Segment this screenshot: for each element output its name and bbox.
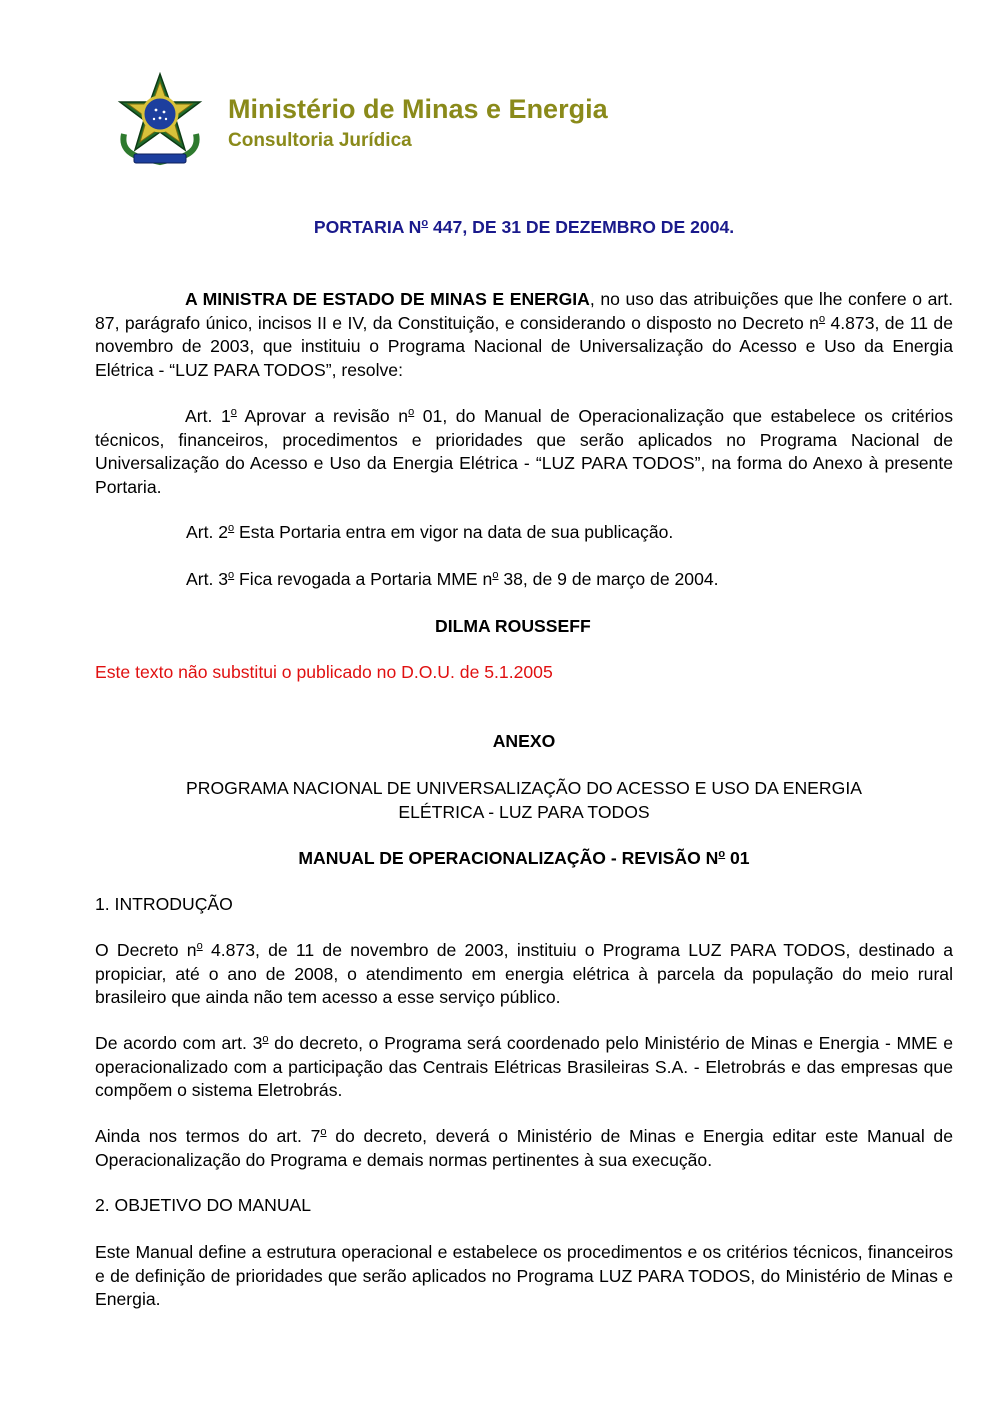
section-1-paragraph-3: Ainda nos termos do art. 7$^o$ do decreto, deverá o Ministério de Minas e Energia editar este Manual de Operacionalização do Programa e demais normas pertinentes à sua execução. [95,1126,953,1170]
article-2: Art. 2$^o$ Esta Portaria entra em vigor na data de sua publicação. [186,522,674,542]
section-1-paragraph-1: O Decreto $n^o$ 4.873, de 11 de novembro de 2003, instituiu o Programa LUZ PARA TODOS, destinado a propiciar, até o ano de 2008, o atendimento em energia elétrica à parcela da população do meio rural brasileiro que ainda não tem acesso a esse serviço público. [95,940,953,1007]
manual-title: MANUAL DE OPERACIONALIZAÇÃO - REVISÃO $N^o$ 01 [298,848,750,868]
ministry-name: Ministério de Minas e Energia [228,94,608,124]
article-1: Art. 1$^o$ Aprovar a revisão $n^o$ 01, do Manual de Operacionalização que estabelece os critérios técnicos, financeiros, procedimentos e prioridades que serão aplicados no Programa Nacional de Universalização do Acesso e Uso da Energia Elétrica - “LUZ PARA TODOS”, na forma do Anexo à presente Portaria. [95,406,954,497]
section-1-paragraph-2: De acordo com art. 3$^o$ do decreto, o Programa será coordenado pelo Ministério de Minas e Energia - MME e operacionalizado com a participação das Centrais Elétricas Brasileiras S.A. - Eletrobrás e das empresas que compõem o sistema Eletrobrás. [95,1033,953,1100]
coat-of-arms-icon [112,72,208,168]
article-3: Art. 3$^o$ Fica revogada a Portaria MME $n^o$ 38, de 9 de março de 2004. [186,569,719,589]
anexo-heading: ANEXO [492,731,556,751]
disclaimer-text: Este texto não substitui o publicado no D.O.U. de 5.1.2005 [95,662,553,682]
section-2-paragraph-1: Este Manual define a estrutura operacional e estabelece os procedimentos e os critérios técnicos, financeiros e de definição de prioridades que serão aplicados no Programa LUZ PARA TODOS, do Ministério de Minas e Energia. [95,1242,953,1309]
section-1-heading: 1. INTRODUÇÃO [95,894,233,914]
letterhead [112,72,612,172]
program-title: PROGRAMA NACIONAL DE UNIVERSALIZAÇÃO DO ACESSO E USO DA ENERGIA ELÉTRICA - LUZ PARA TODOS [186,778,862,822]
signature: DILMA ROUSSEFF [435,616,591,636]
portaria-title: PORTARIA $N^o$ 447, DE 31 DE DEZEMBRO DE 2004. [313,217,735,237]
section-2-heading: 2. OBJETIVO DO MANUAL [95,1195,312,1215]
preamble-paragraph: A MINISTRA DE ESTADO DE MINAS E ENERGIA, no uso das atribuições que lhe confere o art. 87, parágrafo único, incisos II e IV, da Constituição, e considerando o disposto no Decreto $n^o$ 4.873, de 11 de novembro de 2003, que instituiu o Programa Nacional de Universalização do Acesso e Uso da Energia Elétrica - “LUZ PARA TODOS”, resolve: [95,289,954,380]
consultoria-name: Consultoria Jurídica [228,130,412,151]
